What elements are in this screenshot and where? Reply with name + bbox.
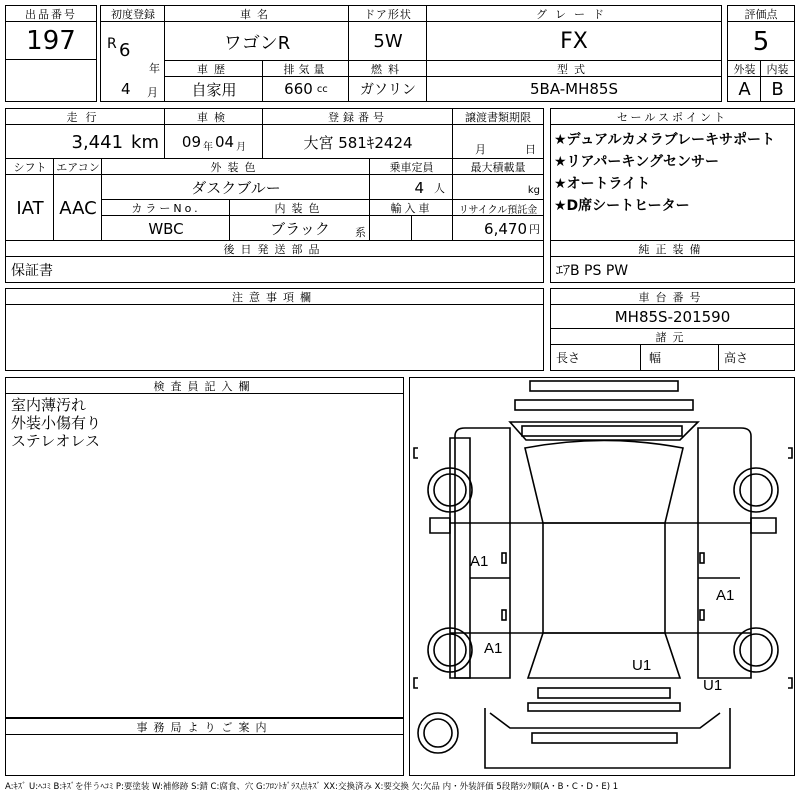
inspector-notes [5, 393, 404, 718]
capacity-cell [369, 174, 454, 201]
sales-point: ★リアパーキングセンサー [554, 154, 720, 170]
score-header: 評価点 [727, 5, 795, 23]
sales-point: ★デュアルカメラブレーキサポート [554, 132, 776, 148]
int-color-unit: 系 [355, 226, 366, 239]
color-no-header: カラーNo. [101, 199, 231, 217]
first-reg-year: 6 [119, 40, 131, 61]
ac-header: エアコン [53, 158, 103, 176]
damage-mark: U1 [632, 657, 652, 674]
load-unit: kg [527, 185, 540, 196]
damage-diagram [409, 377, 795, 776]
recycle-cell [452, 215, 544, 242]
displacement-unit: cc [316, 83, 328, 95]
later-header: 後日発送部品 [5, 240, 544, 258]
door-header: ドア形状 [348, 5, 428, 23]
displacement-header: 排気量 [262, 60, 350, 78]
spec-length: 長さ [550, 344, 642, 371]
import-cell-1 [369, 215, 413, 242]
sales-header: セールスポイント [550, 108, 795, 126]
model-header: 型式 [426, 60, 722, 78]
transfer-month-unit: 月 [475, 143, 486, 156]
interior-header: 内装 [760, 60, 795, 78]
exterior-score: A [727, 76, 762, 102]
inspection-header: 車検 [164, 108, 264, 126]
damage-mark: A1 [484, 640, 503, 657]
model: 5BA-MH85S [426, 76, 722, 102]
lot-no: 197 [5, 21, 97, 61]
plate: 大宮 581ｷ2424 [262, 124, 454, 160]
int-color-cell [229, 215, 371, 242]
month-unit: 月 [147, 86, 158, 99]
inspection-cell [164, 124, 264, 160]
damage-mark: A1 [716, 587, 735, 604]
import-header: 輸入車 [369, 199, 454, 217]
later-parts: 保証書 [5, 256, 544, 283]
equipment-header: 純正装備 [550, 240, 795, 258]
transfer-day-unit: 日 [525, 143, 536, 156]
capacity-unit: 人 [434, 181, 445, 195]
notes-area [5, 304, 544, 371]
score: 5 [727, 21, 795, 62]
mileage-header: 走行 [5, 108, 166, 126]
mileage-cell [5, 124, 166, 160]
grade-header: グレード [426, 5, 722, 23]
office-area [5, 734, 404, 776]
office-header: 事務局よりご案内 [5, 718, 404, 736]
car-name: ワゴンR [164, 21, 350, 62]
notes-header: 注意事項欄 [5, 288, 544, 306]
transfer-header: 譲渡書類期限 [452, 108, 544, 126]
import-cell-2 [411, 215, 454, 242]
sales-point: ★オートライト [554, 176, 651, 192]
car-outline-diagram [410, 378, 796, 777]
inspector-note: ステレオレス [11, 432, 100, 450]
year-unit: 年 [149, 62, 160, 75]
interior-score: B [760, 76, 795, 102]
inspector-note: 室内薄汚れ [11, 396, 87, 414]
plate-header: 登録番号 [262, 108, 454, 126]
chassis-header: 車台番号 [550, 288, 795, 306]
color-header: 外装色 [101, 158, 371, 176]
damage-mark: A1 [470, 553, 489, 570]
recycle-unit: 円 [529, 222, 540, 236]
inspection-year: 09 [181, 133, 201, 151]
load-cell [452, 174, 544, 201]
ac: AAC [53, 174, 103, 242]
mileage: 3,441 [71, 131, 124, 153]
spec-height: 高さ [718, 344, 795, 371]
inspection-year-unit: 年 [203, 141, 213, 153]
damage-mark: U1 [703, 677, 723, 694]
shift-header: シフト [5, 158, 55, 176]
load-header: 最大積載量 [452, 158, 544, 176]
capacity-header: 乗車定員 [369, 158, 454, 176]
era: R [107, 36, 117, 52]
int-color: ブラック [270, 220, 330, 238]
capacity: 4 [414, 178, 424, 197]
color-no: WBC [101, 215, 231, 242]
fuel-header: 燃料 [348, 60, 428, 78]
shift: IAT [5, 174, 55, 242]
chassis-number: MH85S-201590 [550, 304, 795, 330]
car-name-header: 車名 [164, 5, 350, 23]
fuel: ガソリン [348, 76, 428, 102]
inspection-month-unit: 月 [236, 141, 247, 153]
spec-width: 幅 [640, 344, 720, 371]
sales-point: ★D席シートヒーター [554, 198, 690, 214]
lot-no-header: 出品番号 [5, 5, 97, 23]
recycle: 6,470 [484, 219, 527, 238]
door: 5W [348, 21, 428, 62]
int-color-header: 内装色 [229, 199, 371, 217]
inspector-note: 外装小傷有り [11, 414, 102, 432]
history: 自家用 [164, 76, 264, 102]
legend: A:ｷｽﾞ U:ﾍｺﾐ B:ｷｽﾞを伴うﾍｺﾐ P:要塗装 W:補修跡 S:錆 C:腐食、穴 G:ﾌﾛﾝﾄｶﾞﾗｽ点ｷｽﾞ XX:交換済み X:要交換 欠:欠品 内・外装評価 5段階ﾗﾝｸ順(A・B・C・D・E) 1 [5, 782, 619, 792]
mileage-unit: km [131, 131, 159, 153]
transfer-cell [452, 124, 544, 160]
inspection-month: 04 [215, 133, 235, 151]
color: ダスクブルー [101, 174, 371, 201]
first-reg-month: 4 [121, 80, 131, 98]
lot-no-blank [5, 59, 97, 102]
exterior-header: 外装 [727, 60, 762, 78]
specs-header: 諸元 [550, 328, 795, 346]
history-header: 車歴 [164, 60, 264, 78]
equipment: ｴｱB PS PW [550, 256, 795, 283]
grade: FX [426, 21, 722, 62]
first-reg-header: 初度登録 [100, 5, 166, 23]
inspector-header: 検査員記入欄 [5, 377, 404, 395]
recycle-header: リサイクル預託金 [452, 199, 544, 217]
sales-points [550, 124, 795, 242]
displacement-cell [262, 76, 350, 102]
first-reg-cell [100, 21, 166, 102]
displacement: 660 [284, 80, 313, 98]
